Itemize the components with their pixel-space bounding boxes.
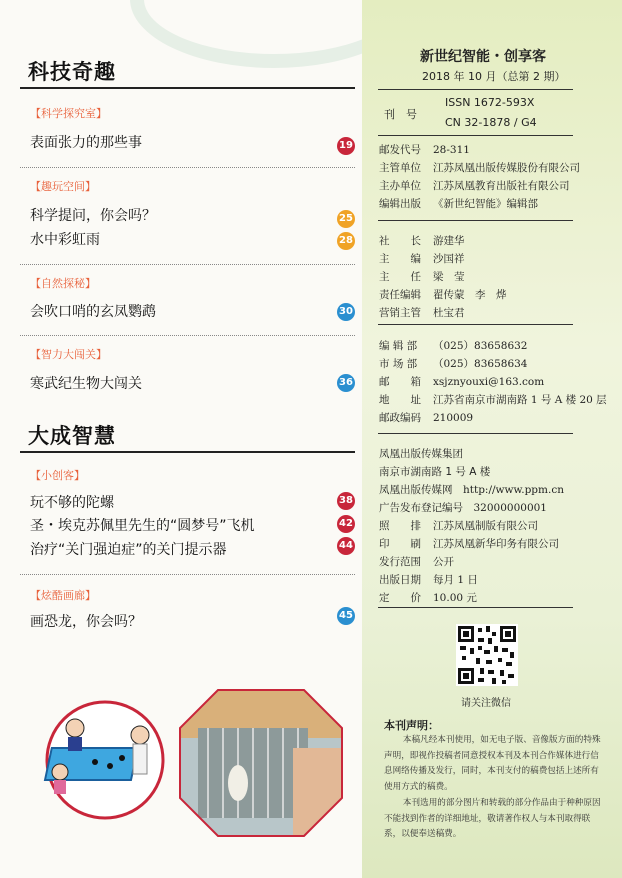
toc-item[interactable]: 表面张力的那些事: [30, 135, 142, 151]
group-address: 南京市湖南路 1 号 A 楼: [379, 466, 491, 478]
contact-row: 地 址 江苏省南京市湖南路 1 号 A 楼 20 层: [379, 394, 607, 406]
staff-row: 主 编 沙国祥: [379, 253, 465, 265]
staff-row: 营销主管 杜宝君: [379, 307, 465, 319]
toc-item[interactable]: 画恐龙，你会吗？: [30, 614, 142, 630]
qr-caption: 请关注微信: [461, 698, 511, 709]
publisher-row: 主办单位 江苏凤凰教育出版社有限公司: [379, 180, 570, 192]
rule: [378, 135, 573, 136]
section-rule: [20, 451, 355, 453]
rule: [378, 89, 573, 90]
page-badge: 45: [337, 607, 355, 625]
magazine-title: 新世纪智能・创享客: [420, 49, 546, 65]
section-title-dacheng: 大成智慧: [22, 420, 126, 450]
kanhao-label: 刊 号: [384, 108, 417, 121]
toc-item[interactable]: 圣・埃克苏佩里先生的“圆梦号”飞机: [30, 518, 255, 534]
divider: [20, 335, 355, 336]
printing-row: 定 价 10.00 元: [379, 592, 477, 604]
section-title-keji: 科技奇趣: [22, 56, 126, 86]
group-site-row: 凤凰出版传媒网 http://www.ppm.cn: [379, 484, 564, 496]
rule: [378, 220, 573, 221]
page-badge: 36: [337, 374, 355, 392]
contact-row: 编 辑 部 （025）83658632: [379, 340, 528, 352]
page-badge: 19: [337, 137, 355, 155]
printing-row: 广告发布登记编号 32000000001: [379, 502, 547, 514]
printing-row: 出版日期 每月 1 日: [379, 574, 478, 586]
notice-paragraph: 本刊选用的部分图片和转载的部分作品由于种种原因不能找到作者的详细地址，敬请著作权人与本刊取得联系，以便奉送稿费。: [384, 798, 601, 839]
bird-cage-photo: [178, 688, 344, 838]
rule: [378, 324, 573, 325]
issue-date: 2018 年 10 月（总第 2 期）: [422, 70, 566, 83]
page-badge: 44: [337, 537, 355, 555]
category-label: 【科学探究室】: [30, 107, 107, 120]
divider: [20, 574, 355, 575]
staff-row: 责任编辑 翟传蒙 李 烨: [379, 289, 507, 301]
toc-item[interactable]: 科学提问，你会吗？: [30, 208, 156, 224]
divider: [20, 167, 355, 168]
category-label: 【自然探秘】: [30, 277, 96, 290]
toc-item[interactable]: 玩不够的陀螺: [30, 495, 114, 511]
rule: [378, 433, 573, 434]
contact-row: 邮 箱 xsjznyouxi@163.com: [379, 376, 545, 388]
notice-paragraph: 本稿凡经本刊使用，如无电子版、音像版方面的特殊声明，即视作投稿者同意授权本刊及本刊合作媒体进行信息网络传播及发行，同时，本刊支付的稿费包括上述所有使用方式的稿费。: [384, 735, 601, 792]
group-name: 凤凰出版传媒集团: [379, 448, 463, 460]
publisher-row: 邮发代号 28-311: [379, 144, 470, 156]
toc-item[interactable]: 寒武纪生物大闯关: [30, 376, 142, 392]
category-label: 【趣玩空间】: [30, 180, 96, 193]
kids-spinning-tops-illustration: [40, 700, 170, 820]
page-badge: 25: [337, 210, 355, 228]
publisher-row: 编辑出版 《新世纪智能》编辑部: [379, 198, 538, 210]
publisher-row: 主管单位 江苏凤凰出版传媒股份有限公司: [379, 162, 580, 174]
rule: [378, 607, 573, 608]
staff-row: 主 任 梁 莹: [379, 271, 465, 283]
contact-row: 邮政编码 210009: [379, 412, 474, 424]
category-label: 【小创客】: [30, 469, 85, 482]
category-label: 【炫酷画廊】: [30, 589, 96, 602]
category-label: 【智力大闯关】: [30, 348, 107, 361]
wechat-qr-code[interactable]: [456, 624, 518, 686]
page-badge: 30: [337, 303, 355, 321]
toc-item[interactable]: 会吹口哨的玄凤鹦鹉: [30, 304, 156, 320]
divider: [20, 264, 355, 265]
toc-item[interactable]: 治疗“关门强迫症”的关门提示器: [30, 542, 227, 558]
page-badge: 28: [337, 232, 355, 250]
notice-title: 本刊声明：: [384, 719, 439, 732]
printing-row: 印 刷 江苏凤凰新华印务有限公司: [379, 538, 559, 550]
cn-number: CN 32-1878 / G4: [445, 116, 537, 129]
contact-row: 市 场 部 （025）83658634: [379, 358, 528, 370]
section-rule: [20, 87, 355, 89]
printing-row: 发行范围 公开: [379, 556, 454, 568]
page-badge: 38: [337, 492, 355, 510]
page-badge: 42: [337, 515, 355, 533]
issn-number: ISSN 1672-593X: [445, 96, 535, 109]
staff-row: 社 长 游建华: [379, 235, 465, 247]
printing-row: 照 排 江苏凤凰制版有限公司: [379, 520, 538, 532]
toc-item[interactable]: 水中彩虹雨: [30, 232, 100, 248]
